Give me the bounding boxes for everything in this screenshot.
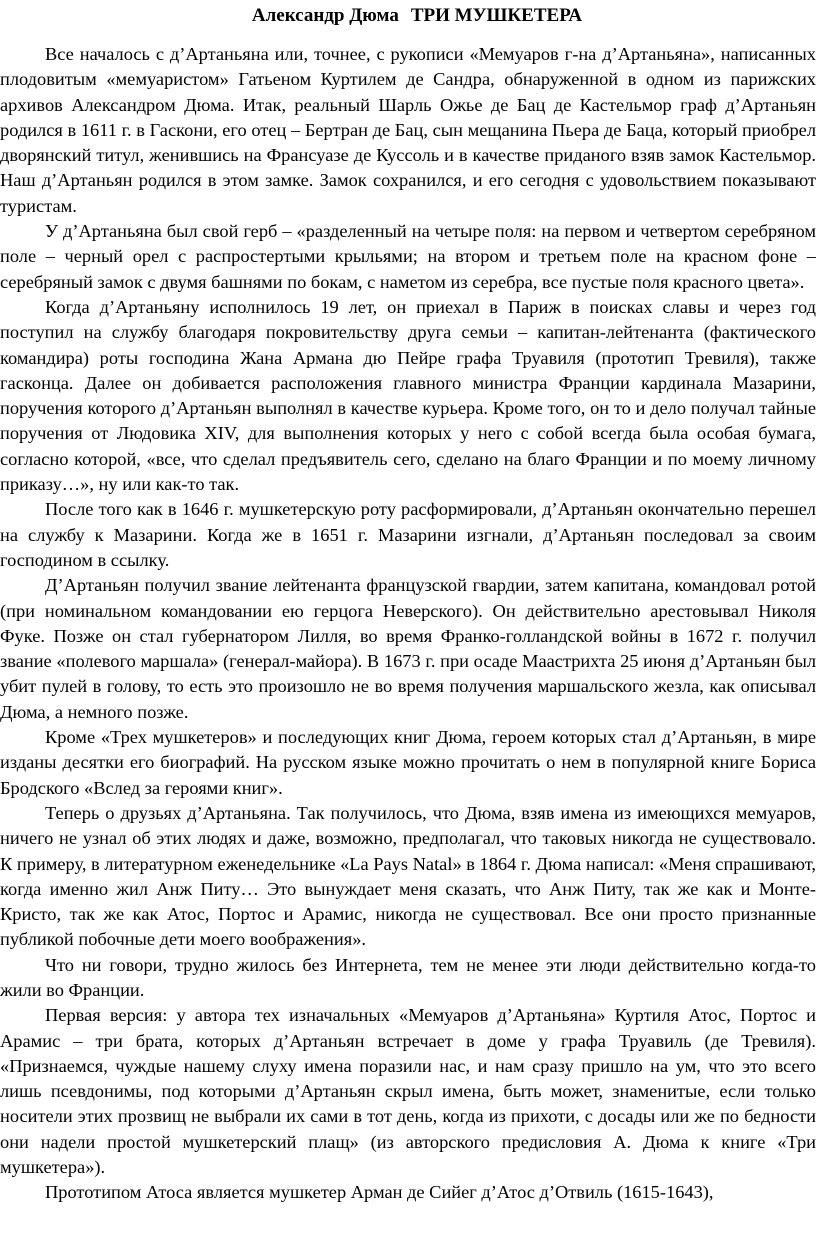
paragraph: Что ни говори, трудно жилось без Интернета, тем не менее эти люди действительно когда-то жили во Франции. bbox=[0, 954, 816, 1000]
paragraph: После того как в 1646 г. мушкетерскую роту расформировали, д’Артаньян окончательно перешел на службу к Мазарини. Когда же в 1651 г. Мазарини изгнали, д’Артаньян последовал за своим господином в ссылку. bbox=[0, 499, 816, 570]
paragraph: Когда д’Артаньяну исполнилось 19 лет, он приехал в Париж в поисках славы и через год поступил на службу благодаря покровительству друга семьи – капитан-лейтенанта (фактического командира) роты господина Жана Армана дю Пейре графа Труавиля (прототип Тревиля), также гасконца. Далее он добивается расположения главного министра Франции кардинала Мазарини, поручения которого д’Артаньян выполнял в качестве курьера. Кроме того, он то и дело получал тайные поручения от Людовика XIV, для выполнения которых у него с собой всегда была особая бумага, согласно которой, «все, что сделал предъявитель сего, сделано на благо Франции и по моему личному приказу…», ну или как-то так. bbox=[0, 296, 816, 495]
paragraph: Теперь о друзьях д’Артаньяна. Так получилось, что Дюма, взяв имена из имеющихся мемуаров, ничего не узнал об этих людях и даже, возможно, предполагал, что таковых никогда не существовало. К примеру, в литературном еженедельнике «La Pays Natal» в 1864 г. Дюма написал: «Меня спрашивают, когда именно жил Анж Питу… Это вынуждает меня сказать, что Анж Питу, так же как и Монте-Кристо, так же как Атос, Портос и Арамис, никогда не существовал. Все они просто признанные публикой побочные дети моего воображения». bbox=[0, 802, 816, 950]
page-title bbox=[0, 4, 816, 28]
paragraph: Первая версия: у автора тех изначальных «Мемуаров д’Артаньяна» Куртиля Атос, Портос и Арамис – три брата, которых д’Артаньян встречает в доме у графа Труавиль (де Тревиля). «Признаемся, чуждые нашему слуху имена поразили нас, и нам сразу пришло на ум, что это всего лишь псевдонимы, под которыми д’Артаньян скрыл имена, быть может, знаменитые, если только носители этих прозвищ не выбрали их сами в тот день, когда из прихоти, с досады или же по бедности они надели простой мушкетерский плащ» (из авторского предисловия А. Дюма к книге «Три мушкетера»). bbox=[0, 1005, 816, 1178]
paragraph: Прототипом Атоса является мушкетер Арман де Сийег д’Атос д’Отвиль (1615-1643), bbox=[45, 1182, 714, 1203]
paragraph: Все началось с д’Артаньяна или, точнее, с рукописи «Мемуаров г-на д’Артаньяна», написанных плодовитым «мемуаристом» Гатьеном Куртилем де Сандра, обнаруженной в одном из парижских архивов Александром Дюма. Итак, реальный Шарль Ожье де Бац де Кастельмор граф д’Артаньян родился в 1611 г. в Гаскони, его отец – Бертран де Бац, сын мещанина Пьера де Баца, который приобрел дворянский титул, женившись на Франсуазе де Куссоль и в качестве приданого взяв замок Кастельмор. Наш д’Артаньян родился в этом замке. Замок сохранился, и его сегодня с удовольствием показывают туристам. bbox=[0, 44, 816, 216]
article-body bbox=[0, 42, 816, 1206]
author-name: Александр Дюма bbox=[251, 5, 399, 26]
paragraph: Д’Артаньян получил звание лейтенанта французской гвардии, затем капитана, командовал ротой (при номинальном командовании ею герцога Неверского). Он действительно арестовывал Николя Фуке. Позже он стал губернатором Лилля, во время Франко-голландской войны в 1672 г. получил звание «полевого маршала» (генерал-майора). В 1673 г. при осаде Маастрихта 25 июня д’Артаньян был убит пулей в голову, то есть это произошло не во время получения маршальского жезла, как описывал Дюма, а немного позже. bbox=[0, 575, 816, 722]
paragraph: Кроме «Трех мушкетеров» и последующих книг Дюма, героем которых стал д’Артаньян, в мире изданы десятки его биографий. На русском языке можно прочитать о нем в популярной книге Бориса Бродского «Вслед за героями книг». bbox=[0, 727, 816, 798]
book-title: ТРИ МУШКЕТЕРА bbox=[410, 5, 583, 26]
paragraph: У д’Артаньяна был свой герб – «разделенный на четыре поля: на первом и четвертом серебряном поле – черный орел с распростертыми крыльями; на втором и третьем поле на красном фоне – серебряный замок с двумя башнями по бокам, с наметом из серебра, все пустые поля красного цвета». bbox=[0, 221, 816, 292]
